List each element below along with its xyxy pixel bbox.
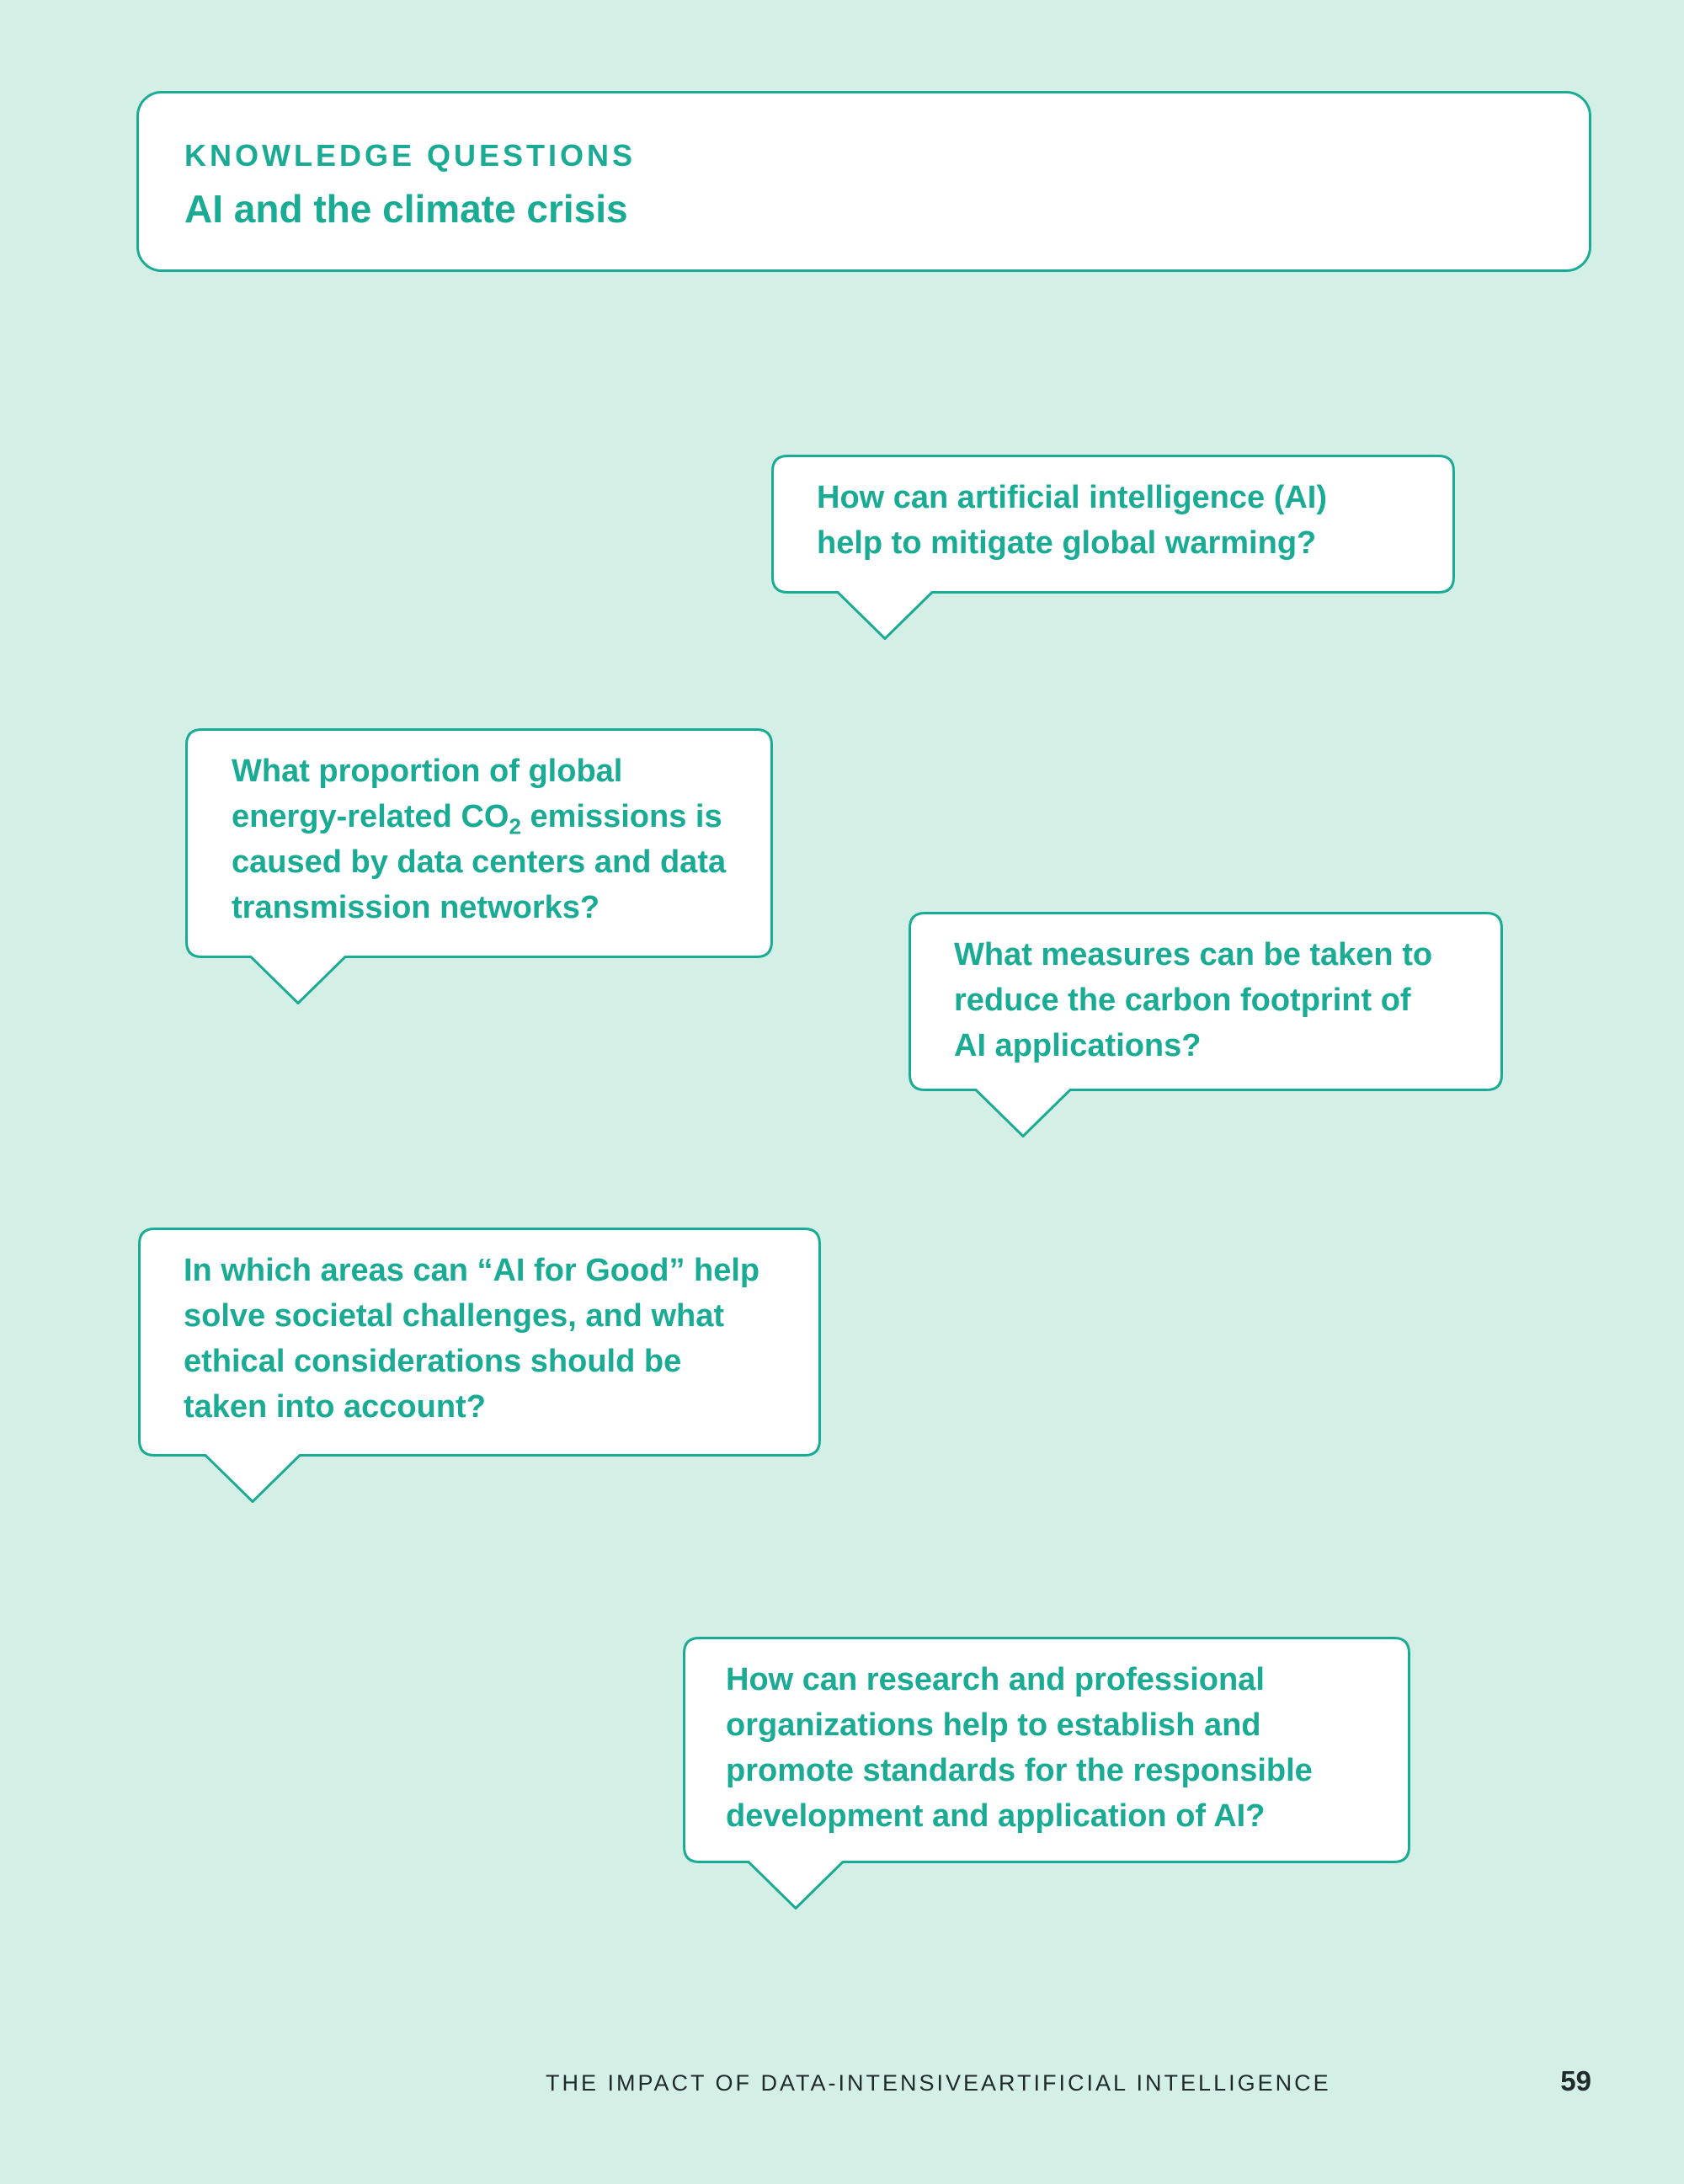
page-number: 59 [1560, 2065, 1591, 2096]
speech-bubble-co2-emissions [185, 728, 773, 1004]
speech-bubble-standards [683, 1637, 1410, 1910]
question-text: What proportion of global energy-related $CO_2$ emissions is caused by data centers and data transmission networks? [232, 754, 727, 925]
page-title: AI and the climate crisis [184, 187, 628, 231]
header-box [136, 91, 1591, 272]
question-text: What measures can be taken to reduce the carbon footprint of AI applications? [954, 937, 1433, 1063]
question-text: How can artificial intelligence (AI) help to mitigate global warming? [817, 480, 1328, 561]
speech-bubble-mitigate-warming [771, 455, 1455, 640]
co2-subscript: 2 [509, 813, 521, 839]
speech-bubble-carbon-footprint [909, 912, 1503, 1139]
header-kicker: KNOWLEDGE QUESTIONS [184, 138, 637, 173]
footer-running-title: THE IMPACT OF DATA-INTENSIVEARTIFICIAL INTELLIGENCE [546, 2070, 1331, 2096]
question-text: How can research and professional organizations help to establish and promote standards for the responsible development and application of AI? [726, 1662, 1313, 1834]
speech-bubble-ai-for-good [138, 1228, 821, 1503]
question-text: In which areas can “AI for Good” help solve societal challenges, and what ethical considerations should be taken into account? [184, 1253, 760, 1425]
